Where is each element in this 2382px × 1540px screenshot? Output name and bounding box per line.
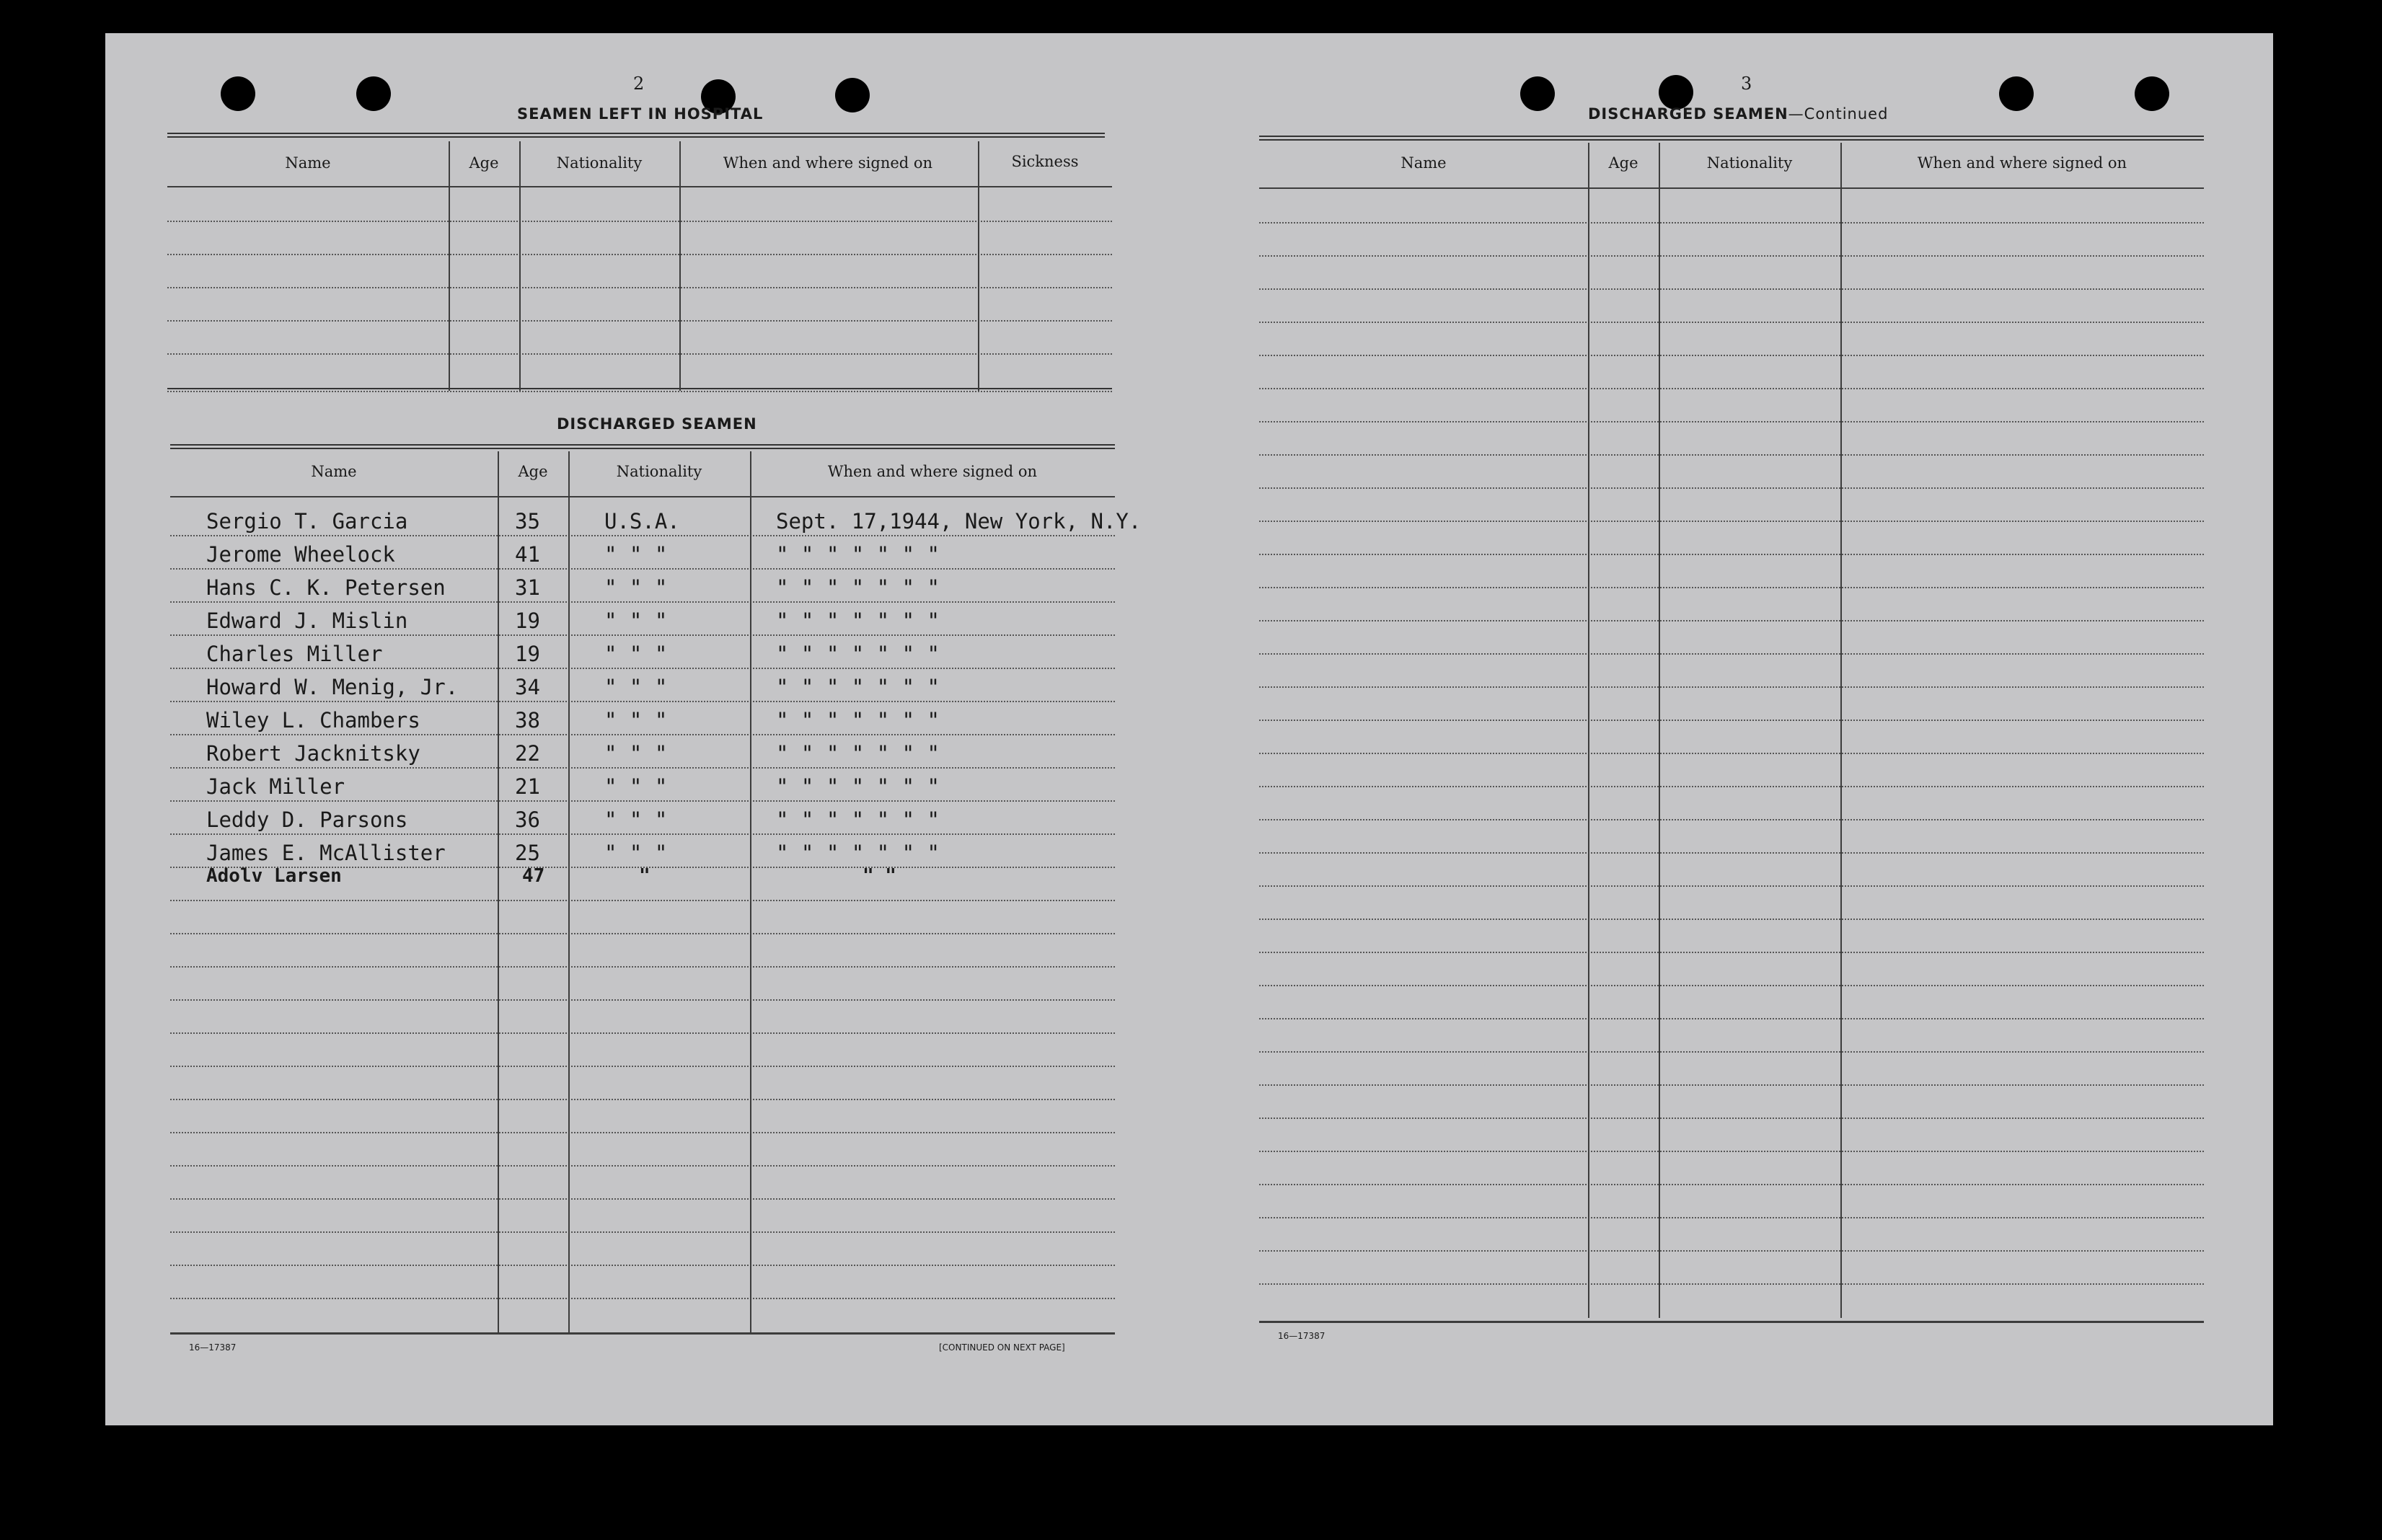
row-rule — [170, 535, 1115, 536]
row-rule — [1259, 786, 2204, 787]
seaman-age: 31 — [515, 575, 540, 600]
seaman-name: James E. McAllister — [206, 841, 446, 865]
punch-hole — [1999, 76, 2034, 111]
right-title-continued: —Continued — [1788, 105, 1889, 123]
right-col-divider — [1840, 143, 1842, 1318]
row-rule — [1259, 487, 2204, 489]
row-rule — [1259, 587, 2204, 588]
row-rule — [1259, 1250, 2204, 1252]
seaman-nationality: " " " — [604, 609, 668, 633]
seaman-nationality: " " " — [604, 575, 668, 600]
row-rule — [1259, 819, 2204, 820]
row-rule — [1259, 753, 2204, 754]
right-col-name: Name — [1400, 154, 1447, 172]
seaman-signed-on: " " — [863, 865, 896, 887]
hospital-row-rule — [167, 221, 1112, 222]
row-rule — [1259, 288, 2204, 290]
hospital-table-top-rule — [167, 133, 1105, 138]
row-rule — [170, 767, 1115, 769]
seaman-nationality: " " " — [604, 708, 668, 733]
row-rule — [170, 734, 1115, 735]
row-rule — [1259, 322, 2204, 323]
right-title-main: DISCHARGED SEAMEN — [1588, 105, 1788, 123]
right-col-nationality: Nationality — [1706, 154, 1793, 172]
punch-hole — [2135, 76, 2169, 111]
form-number-left: 16—17387 — [189, 1342, 237, 1353]
seaman-nationality: " " " — [604, 741, 668, 766]
seaman-age: 21 — [515, 774, 540, 799]
row-rule — [1259, 1283, 2204, 1285]
row-rule — [1259, 255, 2204, 257]
discharged-col-nationality: Nationality — [616, 463, 702, 480]
hospital-col-divider — [679, 141, 681, 391]
seaman-signed-on: " " " " " " " — [776, 642, 940, 666]
seaman-name: Jack Miller — [206, 774, 345, 799]
row-rule — [1259, 1151, 2204, 1152]
seaman-age: 35 — [515, 509, 540, 534]
row-rule — [1259, 521, 2204, 522]
seaman-signed-on: " " " " " " " — [776, 841, 940, 865]
page-number-left: 2 — [633, 74, 645, 94]
hospital-col-divider — [978, 141, 979, 391]
hospital-col-name: Name — [285, 154, 331, 172]
right-col-divider — [1659, 143, 1660, 1318]
hospital-row-rule — [167, 287, 1112, 288]
discharged-col-signed-on: When and where signed on — [827, 463, 1038, 480]
discharged-header-rule — [170, 496, 1115, 497]
seaman-signed-on: " " " " " " " — [776, 774, 940, 799]
hospital-col-signed-on: When and where signed on — [723, 154, 933, 172]
row-rule — [1259, 985, 2204, 986]
seaman-nationality: " " " — [604, 774, 668, 799]
seaman-name: Leddy D. Parsons — [206, 807, 408, 832]
seaman-age: 34 — [515, 675, 540, 699]
seaman-nationality: " " " — [604, 642, 668, 666]
seaman-signed-on: " " " " " " " — [776, 609, 940, 633]
discharged-col-divider — [568, 451, 570, 1334]
seaman-signed-on: Sept. 17,1944, New York, N.Y. — [776, 509, 1142, 534]
row-rule — [170, 568, 1115, 570]
row-rule — [1259, 454, 2204, 456]
punch-hole — [356, 76, 391, 111]
seaman-signed-on: " " " " " " " — [776, 741, 940, 766]
seaman-age: 36 — [515, 807, 540, 832]
row-rule — [1259, 686, 2204, 688]
seaman-signed-on: " " " " " " " — [776, 542, 940, 567]
seaman-nationality: " " " — [604, 542, 668, 567]
row-rule — [170, 933, 1115, 934]
seaman-name: Charles Miller — [206, 642, 383, 666]
seaman-nationality: U.S.A. — [604, 509, 680, 534]
form-number-right: 16—17387 — [1278, 1331, 1325, 1341]
row-rule — [170, 900, 1115, 901]
discharged-col-age: Age — [518, 463, 548, 480]
row-rule — [1259, 222, 2204, 224]
hospital-row-rule — [167, 254, 1112, 255]
seaman-name: Jerome Wheelock — [206, 542, 395, 567]
seaman-name: Adolv Larsen — [206, 865, 342, 887]
row-rule — [170, 1198, 1115, 1200]
row-rule — [1259, 1084, 2204, 1086]
row-rule — [1259, 1118, 2204, 1119]
seaman-age: 22 — [515, 741, 540, 766]
discharged-table-bottom-rule — [170, 1332, 1115, 1335]
row-rule — [1259, 919, 2204, 920]
hospital-row-rule — [167, 320, 1112, 322]
row-rule — [1259, 554, 2204, 555]
punch-hole — [835, 78, 870, 112]
seaman-nationality: " " " — [604, 675, 668, 699]
hospital-col-divider — [449, 141, 450, 391]
hospital-table-bottom-rule — [167, 388, 1112, 391]
row-rule — [1259, 620, 2204, 621]
seaman-name: Edward J. Mislin — [206, 609, 408, 633]
seaman-signed-on: " " " " " " " — [776, 708, 940, 733]
hospital-header-rule — [167, 186, 1112, 187]
row-rule — [1259, 1051, 2204, 1053]
right-col-divider — [1588, 143, 1589, 1318]
right-table-top-rule — [1259, 136, 2204, 141]
seaman-name: Wiley L. Chambers — [206, 708, 420, 733]
row-rule — [170, 601, 1115, 603]
seaman-age: 19 — [515, 609, 540, 633]
row-rule — [170, 1231, 1115, 1233]
seaman-name: Robert Jacknitsky — [206, 741, 420, 766]
right-col-signed-on: When and where signed on — [1917, 154, 2127, 172]
seaman-name: Hans C. K. Petersen — [206, 575, 446, 600]
row-rule — [170, 1265, 1115, 1266]
right-header-rule — [1259, 187, 2204, 189]
punch-hole — [1659, 75, 1693, 110]
row-rule — [1259, 720, 2204, 721]
page-number-right: 3 — [1741, 74, 1752, 94]
seaman-age: 25 — [515, 841, 540, 865]
row-rule — [1259, 852, 2204, 854]
hospital-col-age: Age — [469, 154, 499, 172]
seaman-age: 19 — [515, 642, 540, 666]
row-rule — [170, 634, 1115, 636]
row-rule — [1259, 1018, 2204, 1019]
right-col-age: Age — [1608, 154, 1638, 172]
row-rule — [170, 1066, 1115, 1067]
discharged-col-divider — [498, 451, 499, 1334]
row-rule — [170, 1298, 1115, 1299]
seaman-name: Sergio T. Garcia — [206, 509, 408, 534]
right-table-bottom-rule — [1259, 1321, 2204, 1323]
continued-note: [CONTINUED ON NEXT PAGE] — [939, 1342, 1065, 1353]
row-rule — [170, 701, 1115, 702]
row-rule — [1259, 653, 2204, 655]
row-rule — [1259, 421, 2204, 422]
punch-hole — [1520, 76, 1555, 111]
hospital-section-title: SEAMEN LEFT IN HOSPITAL — [517, 105, 764, 123]
row-rule — [170, 1165, 1115, 1167]
seaman-nationality: " " " — [604, 841, 668, 865]
row-rule — [170, 999, 1115, 1001]
hospital-row-rule — [167, 353, 1112, 355]
hospital-col-divider — [519, 141, 521, 391]
row-rule — [170, 966, 1115, 968]
ledger-sheet — [105, 33, 2273, 1425]
row-rule — [1259, 1184, 2204, 1185]
discharged-col-name: Name — [311, 463, 357, 480]
row-rule — [1259, 388, 2204, 389]
seaman-nationality: " " " — [604, 807, 668, 832]
row-rule — [1259, 1217, 2204, 1218]
seaman-name: Howard W. Menig, Jr. — [206, 675, 459, 699]
punch-hole — [221, 76, 255, 111]
hospital-col-sickness: Sickness — [1011, 153, 1079, 170]
row-rule — [1259, 885, 2204, 887]
seaman-age: 41 — [515, 542, 540, 567]
discharged-table-top-rule — [170, 444, 1115, 449]
row-rule — [170, 668, 1115, 669]
discharged-col-divider — [750, 451, 751, 1334]
row-rule — [170, 1032, 1115, 1034]
seaman-age: 47 — [522, 865, 545, 887]
right-section-title — [1588, 105, 1888, 123]
row-rule — [1259, 355, 2204, 356]
discharged-section-title: DISCHARGED SEAMEN — [557, 415, 757, 433]
seaman-signed-on: " " " " " " " — [776, 807, 940, 832]
row-rule — [170, 833, 1115, 835]
seaman-signed-on: " " " " " " " — [776, 675, 940, 699]
hospital-col-nationality: Nationality — [556, 154, 643, 172]
row-rule — [170, 1099, 1115, 1100]
row-rule — [170, 1132, 1115, 1133]
seaman-age: 38 — [515, 708, 540, 733]
seaman-nationality: " — [639, 865, 650, 887]
row-rule — [170, 800, 1115, 802]
row-rule — [1259, 952, 2204, 953]
seaman-signed-on: " " " " " " " — [776, 575, 940, 600]
